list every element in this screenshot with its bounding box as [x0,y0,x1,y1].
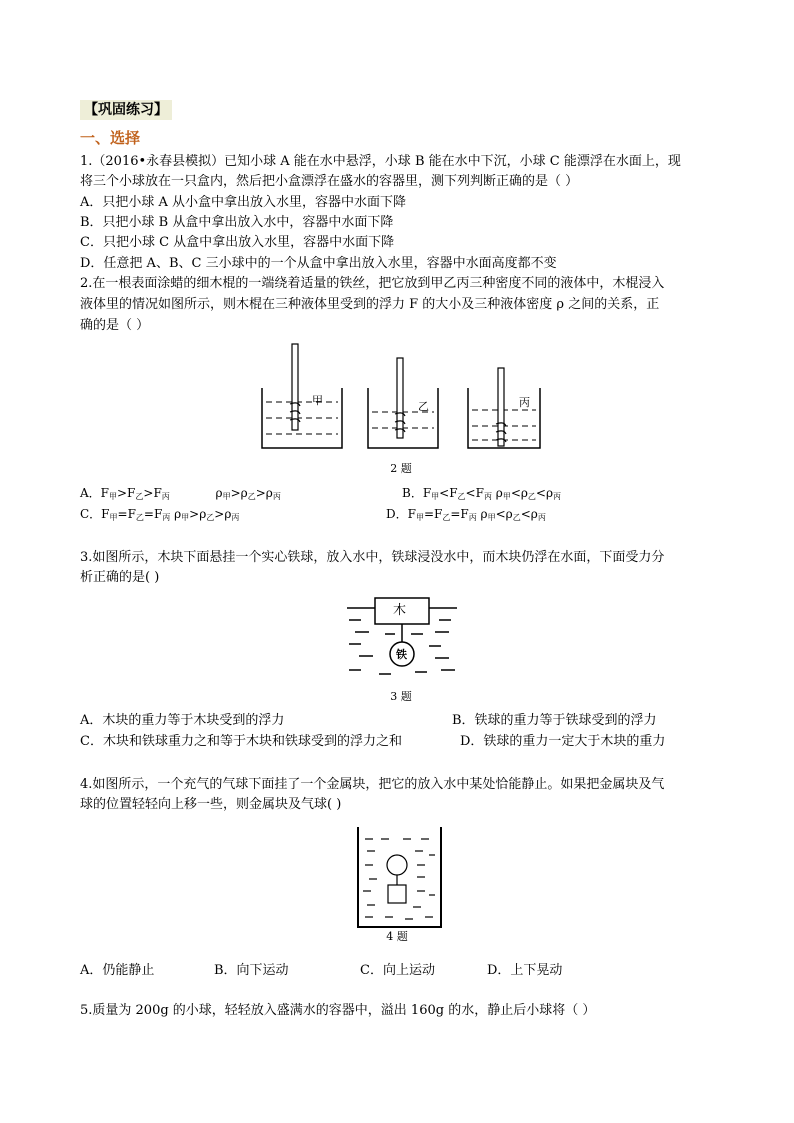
q2-label-bing: 丙 [519,396,530,409]
q2-option-a: A．$F_甲>F_乙>F_丙$ $\rho_甲>\rho_乙>\rho_丙$ [80,486,281,501]
q3-option-c: C．木块和铁球重力之和等于木块和铁球受到的浮力之和 [80,734,402,749]
q4-option-d: D．上下晃动 [487,963,563,978]
q2-line2: 液体里的情况如图所示，则木棍在三种液体里受到的浮力 F 的大小及三种液体密度 ρ 之间的关系，正 [80,297,660,312]
q1-option-d: D．任意把 A、B、C 三小球中的一个从盒中拿出放入水里，容器中水面高度都不变 [80,256,557,271]
q3-wood-label: 木 [393,603,407,618]
q1-option-c: C．只把小球 C 从盒中拿出放入水里，容器中水面下降 [80,235,395,250]
q3-line1: 3.如图所示，木块下面悬挂一个实心铁球，放入水中，铁球浸没水中，而木块仍浮在水面，下面受力分 [80,550,665,565]
q3-option-a: A．木块的重力等于木块受到的浮力 [80,713,285,728]
q3-option-d: D．铁球的重力一定大于木块的重力 [460,734,666,749]
q2-label-jia: 甲 [312,394,323,407]
q4-caption: 4 题 [386,930,408,943]
q5-line1: 5.质量为 200g 的小球，轻轻放入盛满水的容器中，溢出 160g 的水，静止后小球将（ ） [80,1003,596,1018]
q1-option-a: A．只把小球 A 从小盒中拿出放入水里，容器中水面下降 [80,195,407,210]
q2-option-b: B．$F_甲<F_乙<F_丙$ $\rho_甲<\rho_乙<\rho_丙$ [402,486,562,501]
q3-caption: 3 题 [390,690,412,703]
q3-line2: 析正确的是( ) [80,570,160,585]
q4-option-b: B．向下运动 [214,963,289,978]
q4-option-c: C．向上运动 [360,963,435,978]
q2-label-yi: 乙 [418,400,429,413]
section-label: 【巩固练习】 [80,100,172,120]
q4-line2: 球的位置轻轻向上移一些，则金属块及气球( ) [80,797,342,812]
q2-caption: 2 题 [390,462,412,475]
section-title: 一、选择 [80,129,141,147]
q3-option-b: B．铁球的重力等于铁球受到的浮力 [452,713,657,728]
q4-balloon-figure [355,825,445,929]
q1-line1: 1.（2016•永春县模拟）已知小球 A 能在水中悬浮，小球 B 能在水中下沉，小球 C 能漂浮在水面上，现 [80,154,681,169]
q4-line1: 4.如图所示，一个充气的气球下面挂了一个金属块，把它的放入水中某处恰能静止。如果把金属块及气 [80,777,665,792]
q2-option-d: D．$F_甲=F_乙=F_丙$ $\rho_甲<\rho_乙<\rho_丙$ [386,507,546,522]
q2-line1: 2.在一根表面涂蜡的细木棍的一端绕着适量的铁丝，把它放到甲乙丙三种密度不同的液体中，木棍浸入 [80,276,665,291]
q2-beakers-figure [258,340,548,460]
q1-option-b: B．只把小球 B 从盒中拿出放入水中，容器中水面下降 [80,215,394,230]
q3-iron-label: 铁 [396,648,407,661]
q2-option-c: C．$F_甲=F_乙=F_丙$ $\rho_甲>\rho_乙>\rho_丙$ [80,507,240,522]
q2-line3: 确的是（ ） [80,318,150,333]
q4-option-a: A．仍能静止 [80,963,155,978]
q1-line2: 将三个小球放在一只盒内，然后把小盒漂浮在盛水的容器里，测下列判断正确的是（ ） [80,174,579,189]
